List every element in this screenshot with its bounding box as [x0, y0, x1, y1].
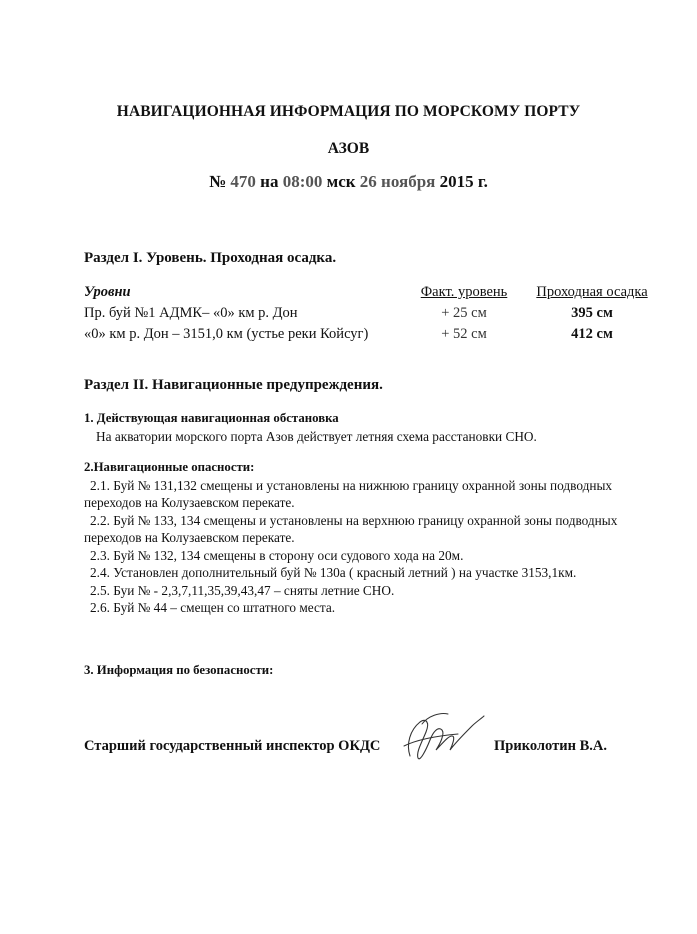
hazard-line: 2.1. Буй № 131,132 смещены и установлены на нижнюю границу охранной зоны подводных	[90, 477, 613, 493]
row-draft: 412 см	[571, 326, 613, 342]
col-level-header: Факт. уровень	[420, 284, 508, 300]
signature-row	[84, 738, 644, 768]
levels-row	[84, 326, 658, 347]
issue-month: ноября	[381, 172, 436, 191]
row-level: + 52 см	[441, 326, 487, 342]
issue-line	[0, 172, 697, 192]
issue-year: 2015 г.	[439, 172, 488, 191]
signer-position: Старший государственный инспектор ОКДС	[84, 738, 381, 754]
hazard-line: 2.5. Буи № - 2,3,7,11,35,39,43,47 – сняты летние СНО.	[90, 582, 395, 598]
hazards-heading: 2.Навигационные опасности:	[84, 460, 255, 474]
hazard-line: 2.4. Установлен дополнительный буй № 130а ( красный летний ) на участке 3153,1км.	[90, 565, 577, 580]
issue-day: 26	[359, 172, 377, 191]
at-word: на	[260, 172, 279, 191]
section2-heading: Раздел II. Навигационные предупреждения.	[84, 377, 383, 393]
time-zone: мск	[326, 172, 356, 191]
hazard-line: 2.2. Буй № 133, 134 смещены и установлены на верхнюю границу охранной зоны подводных	[90, 512, 618, 528]
situation-heading: 1. Действующая навигационная обстановка	[84, 411, 339, 425]
safety-heading: 3. Информация по безопасности:	[84, 663, 274, 677]
levels-header-row	[84, 284, 658, 305]
port-name: АЗОВ	[327, 140, 370, 157]
situation-text: На акватории морского порта Азов действует летняя схема расстановки СНО.	[96, 428, 537, 444]
row-level: + 25 см	[441, 305, 487, 321]
levels-table	[84, 284, 658, 347]
col-name-header: Уровни	[84, 284, 131, 300]
issue-time: 08:00	[282, 172, 323, 191]
hazard-line: переходов на Колузаевском перекате.	[84, 495, 295, 510]
signer-name: Приколотин В.А.	[494, 738, 607, 754]
document-title: НАВИГАЦИОННАЯ ИНФОРМАЦИЯ ПО МОРСКОМУ ПОРТУ	[116, 103, 581, 120]
handwritten-signature	[396, 706, 486, 768]
hazard-line: 2.3. Буй № 132, 134 смещены в сторону оси судового хода на 20м.	[90, 547, 464, 563]
safety-block	[84, 662, 644, 680]
hazard-line: переходов на Колузаевском перекате.	[84, 530, 295, 545]
row-draft: 395 см	[571, 305, 613, 321]
levels-row	[84, 305, 658, 326]
row-name: «0» км р. Дон – 3151,0 км (устье реки Койсуг)	[84, 326, 369, 342]
col-draft-header: Проходная осадка	[536, 284, 648, 300]
hazards-block	[84, 459, 644, 617]
hazard-line: 2.6. Буй № 44 – смещен со штатного места.	[90, 600, 336, 615]
section1-heading: Раздел I. Уровень. Проходная осадка.	[84, 250, 337, 266]
number-prefix: №	[209, 172, 227, 191]
row-name: Пр. буй №1 АДМК– «0» км р. Дон	[84, 305, 298, 321]
issue-number: 470	[230, 172, 256, 191]
situation-block	[84, 410, 644, 445]
